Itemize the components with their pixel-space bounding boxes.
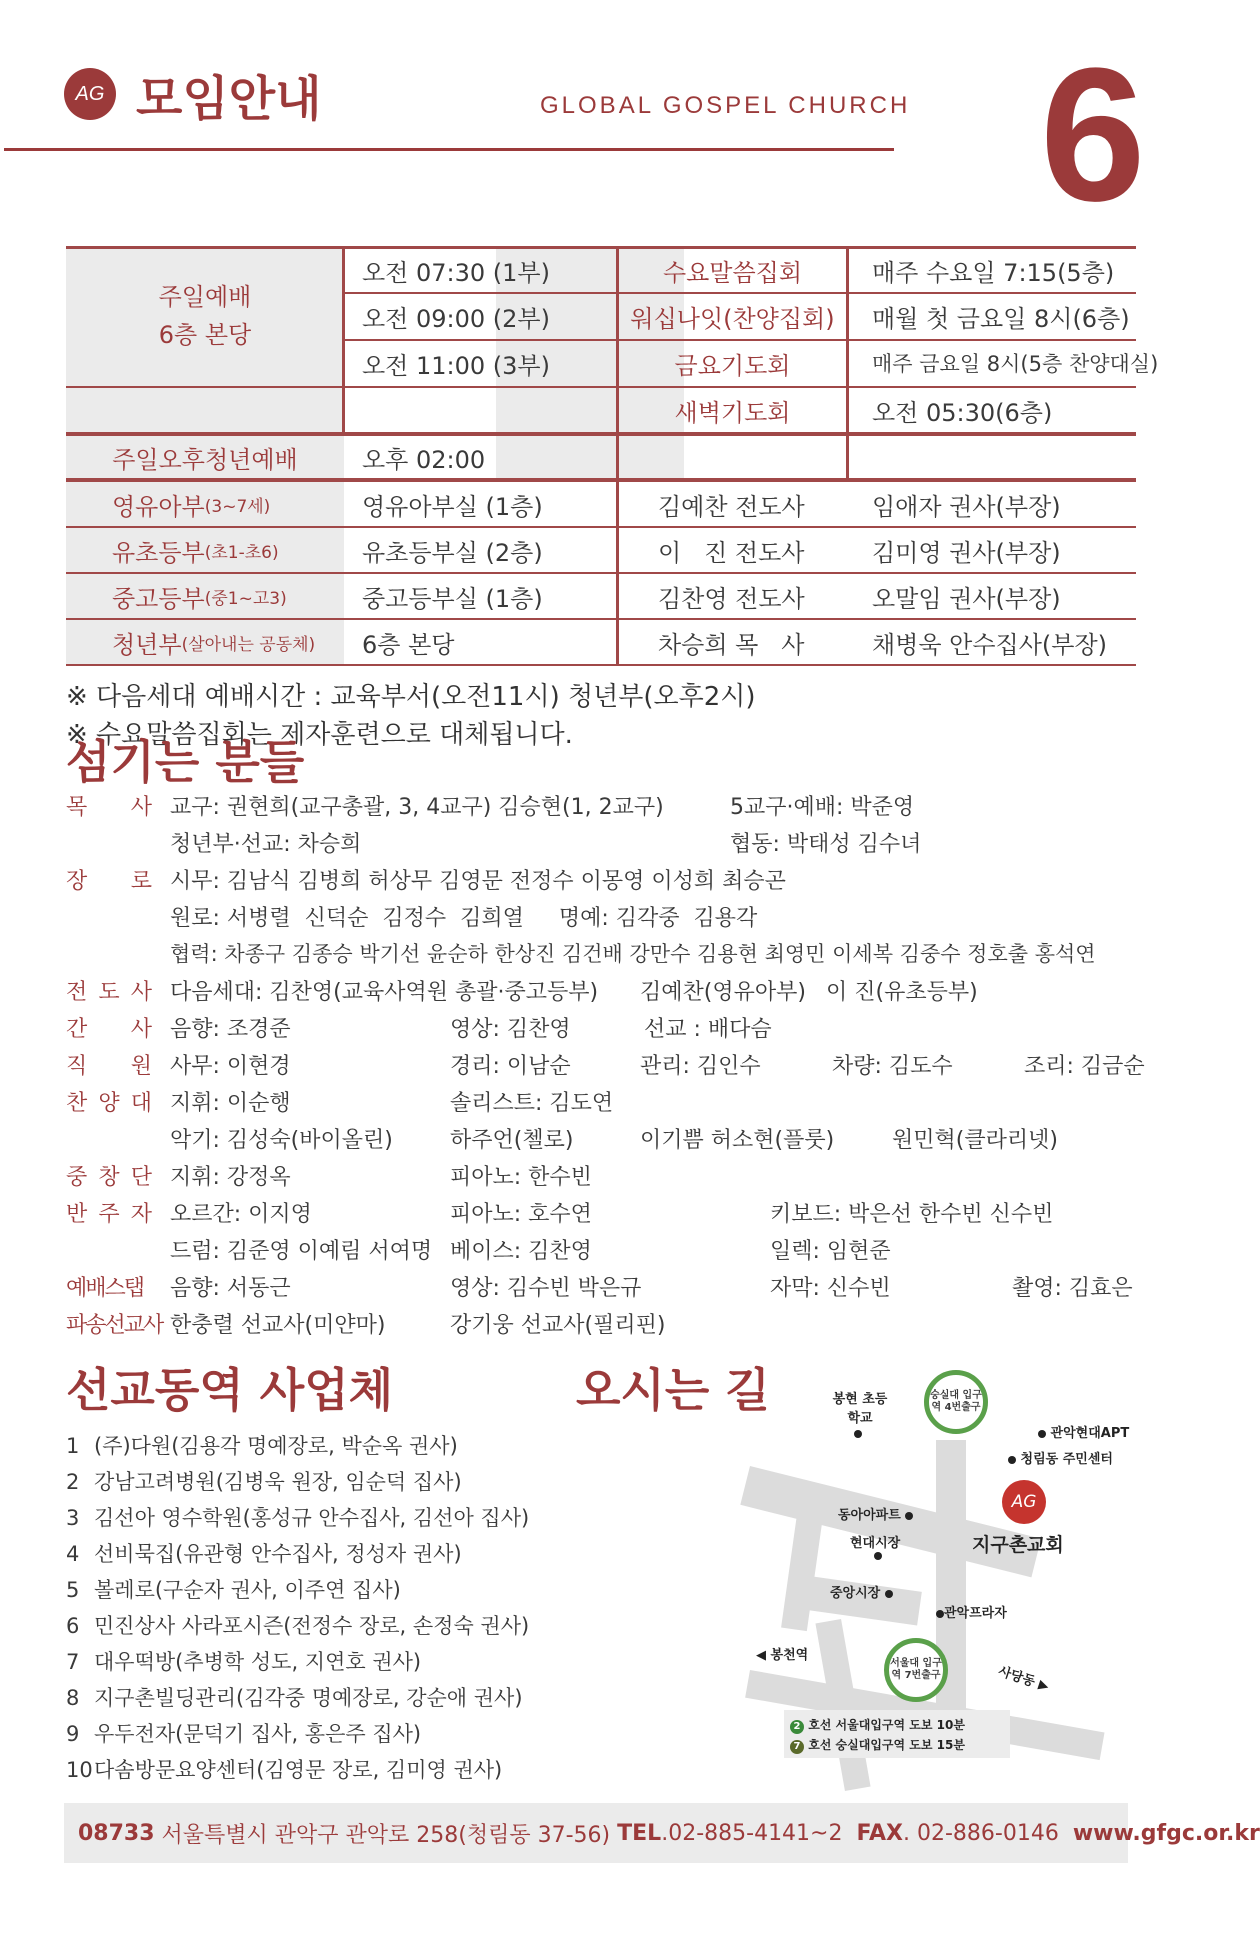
landmark-hyundai-market: 현대시장 xyxy=(850,1536,901,1551)
youth-worship-label: 주일오후청년예배 xyxy=(112,445,298,474)
friday-prayer-value: 매주 금요일 8시(5층 찬양대실) xyxy=(872,352,1159,376)
dot-icon xyxy=(1008,1456,1016,1464)
elder-cooperating: 협력: 차종구 김종승 박기선 윤순하 한상진 김건배 강만수 김용현 최영민 이세복 김중수 정호출 홍석연 xyxy=(170,942,1096,966)
landmark-center: 청림동 주민센터 xyxy=(1008,1448,1113,1467)
band-organ: 오르간: 이지영 xyxy=(170,1202,312,1227)
worship-caption: 자막: 신수빈 xyxy=(770,1276,891,1301)
schedule-table xyxy=(66,246,1159,624)
address: 서울특별시 관악구 관악로 258(청림동 37-56) xyxy=(161,1822,611,1848)
dept-head: 오말임 권사(부장) xyxy=(872,584,1061,613)
dept-elementary xyxy=(112,528,279,572)
dept-young-adult xyxy=(112,620,315,664)
choir-instrument: 악기: 김성숙(바이올린) xyxy=(170,1128,393,1153)
dept-name: 영유아부 xyxy=(112,492,205,521)
dept-leader: 이 진 전도사 xyxy=(658,538,805,567)
dept-leader: 김예찬 전도사 xyxy=(658,492,805,521)
staff-vehicle: 차량: 김도수 xyxy=(832,1054,953,1079)
landmark-plaza: 관악프라자 xyxy=(936,1602,1007,1621)
band-electric: 일렉: 임현준 xyxy=(770,1239,891,1264)
label-chorus: 중 창 단 xyxy=(66,1165,152,1190)
tel: 02-885-4141~2 xyxy=(668,1820,843,1846)
dept-age: (중1~고3) xyxy=(204,588,287,609)
elder-retired: 원로: 서병렬 신덕순 김정수 김희열 명예: 김각중 김용각 xyxy=(170,906,758,931)
label-choir: 찬 양 대 xyxy=(66,1091,152,1116)
label-evangelist: 전 도 사 xyxy=(66,980,152,1005)
choir-flute: 이기쁨 허소현(플룻) xyxy=(640,1128,835,1153)
note-next-generation-time: ※ 다음세대 예배시간 : 교육부서(오전11시) 청년부(오후2시) xyxy=(66,682,756,712)
sunday-worship-place: 6층 본당 xyxy=(158,320,252,349)
staff-cook: 조리: 김금순 xyxy=(1024,1054,1145,1079)
servants-title: 섬기는 분들 xyxy=(66,735,305,789)
band-bass: 베이스: 김찬영 xyxy=(450,1239,592,1264)
worship-night-label: 워십나잇(찬양집회) xyxy=(630,304,835,333)
issue-number: 6 xyxy=(1040,29,1146,241)
choir-cello: 하주언(첼로) xyxy=(450,1128,574,1153)
dept-leader: 김찬영 전도사 xyxy=(658,584,805,613)
directions-title: 오시는 길 xyxy=(576,1363,770,1417)
label-staff: 직 원 xyxy=(66,1054,152,1079)
dept-leader: 차승희 목 사 xyxy=(658,630,805,659)
business-item: 8 지구촌빌딩관리(김각중 명예장로, 강순애 권사) xyxy=(66,1686,523,1710)
dept-head: 임애자 권사(부장) xyxy=(872,492,1061,521)
pastor-parish: 교구: 권현희(교구총괄, 3, 4교구) 김승현(1, 2교구) xyxy=(170,795,664,820)
evangelist-next-gen: 다음세대: 김찬영(교육사역원 총괄·중고등부) xyxy=(170,980,599,1005)
landmark-school: 봉현 초등학교 xyxy=(832,1392,888,1426)
worship-video: 영상: 김수빈 박은규 xyxy=(450,1276,642,1301)
sunday-worship-label: 주일예배 xyxy=(158,282,252,311)
label-pastor: 목 사 xyxy=(66,795,152,820)
dept-infant xyxy=(112,482,270,526)
landmark-apt: 관악현대APT xyxy=(1038,1422,1129,1441)
station-seoul-univ: 서울대 입구역 7번출구 xyxy=(884,1638,948,1702)
fax-label: FAX xyxy=(856,1820,903,1846)
dept-name: 중고등부 xyxy=(112,584,205,613)
dept-place: 유초등부실 (2층) xyxy=(362,538,543,567)
business-item: 9 우두전자(문덕기 집사, 홍은주 집사) xyxy=(66,1722,422,1746)
sunday-time-1: 오전 07:30 (1부) xyxy=(362,258,550,287)
fax: 02-886-0146 xyxy=(916,1820,1059,1846)
secretary-sound: 음향: 조경준 xyxy=(170,1017,291,1042)
wednesday-label: 수요말씀집회 xyxy=(662,258,803,287)
worship-photo: 촬영: 김효은 xyxy=(1012,1276,1133,1301)
landmark-dong-apt: 동아아파트 xyxy=(838,1504,913,1523)
landmark-bongcheon: ◀ 봉천역 xyxy=(756,1648,809,1663)
elder-active: 시무: 김남식 김병희 허상무 김영문 전정수 이몽영 이성희 최승곤 xyxy=(170,869,786,894)
dot-icon xyxy=(1038,1430,1046,1438)
dot-icon xyxy=(905,1512,913,1520)
header-divider xyxy=(4,148,894,151)
line2-info: 호선 서울대입구역 도보 10분 xyxy=(808,1718,965,1732)
dept-place: 중고등부실 (1층) xyxy=(362,584,543,613)
worship-sound: 음향: 서동근 xyxy=(170,1276,291,1301)
business-item: 2 강남고려병원(김병욱 원장, 임순덕 집사) xyxy=(66,1470,462,1494)
business-item: 4 선비묵집(유관형 안수집사, 정성자 권사) xyxy=(66,1542,462,1566)
wednesday-value: 매주 수요일 7:15(5층) xyxy=(872,258,1115,287)
dept-age: (3~7세) xyxy=(204,496,271,517)
transit-info xyxy=(784,1710,1010,1758)
label-accompanist: 반 주 자 xyxy=(66,1202,152,1227)
note-wednesday: ※ 수요말씀집회는 제자훈련으로 대체됩니다. xyxy=(66,720,573,750)
band-drum: 드럼: 김준영 이예림 서여명 xyxy=(170,1239,433,1264)
line7-icon: 7 xyxy=(790,1740,804,1754)
footer: 08733 서울특별시 관악구 관악로 258(청림동 37-56) TEL . 02-885-4141~2 FAX . 02-886-0146 www.gfgc.or.kr xyxy=(64,1803,1128,1863)
secretary-mission: 선교 : 배다슴 xyxy=(644,1017,772,1042)
directions-map xyxy=(750,1370,1130,1790)
worship-night-value: 매월 첫 금요일 8시(6층) xyxy=(872,304,1130,333)
sunday-time-2: 오전 09:00 (2부) xyxy=(362,304,550,333)
dot-icon xyxy=(936,1610,944,1618)
staff-office: 사무: 이현경 xyxy=(170,1054,291,1079)
secretary-video: 영상: 김찬영 xyxy=(450,1017,571,1042)
youth-worship-time: 오후 02:00 xyxy=(362,445,486,474)
tel-label: TEL xyxy=(617,1820,662,1846)
landmark-central-market: 중앙시장 xyxy=(830,1582,893,1601)
sunday-time-3: 오전 11:00 (3부) xyxy=(362,351,550,380)
label-secretary: 간 사 xyxy=(66,1017,152,1042)
dept-age: (초1-초6) xyxy=(204,542,279,563)
dept-name: 유초등부 xyxy=(112,538,205,567)
missionary-myanmar: 한충렬 선교사(미얀마) xyxy=(170,1313,386,1338)
dept-youth-secondary xyxy=(112,574,287,618)
evangelist-infant: 김예찬(영유아부) xyxy=(640,980,806,1005)
website-link[interactable]: www.gfgc.or.kr xyxy=(1072,1820,1260,1846)
business-item: 10다솜방문요양센터(김영문 장로, 김미영 권사) xyxy=(66,1758,503,1782)
church-name: GLOBAL GOSPEL CHURCH xyxy=(540,92,911,119)
business-item: 7 대우떡방(추병학 성도, 지연호 권사) xyxy=(66,1650,422,1674)
label-missionary: 파송선교사 xyxy=(66,1313,163,1338)
church-map-logo: AG xyxy=(1002,1480,1046,1524)
pastor-youth: 청년부·선교: 차승희 xyxy=(170,832,362,857)
label-elder: 장 로 xyxy=(66,869,152,894)
chorus-conductor: 지휘: 강정옥 xyxy=(170,1165,291,1190)
station-soongsil: 숭실대 입구역 4번출구 xyxy=(924,1370,988,1434)
business-title: 선교동역 사업체 xyxy=(66,1363,394,1417)
choir-clarinet: 원민혁(클라리넷) xyxy=(892,1128,1058,1153)
band-keyboard: 키보드: 박은선 한수빈 신수빈 xyxy=(770,1202,1054,1227)
dot-icon xyxy=(854,1430,862,1438)
dawn-prayer-label: 새벽기도회 xyxy=(674,398,791,427)
staff-accounting: 경리: 이남순 xyxy=(450,1054,571,1079)
business-item: 1 (주)다원(김용각 명예장로, 박순옥 권사) xyxy=(66,1434,458,1458)
line2-icon: 2 xyxy=(790,1720,804,1734)
dept-name: 청년부 xyxy=(112,630,182,659)
dot-icon xyxy=(874,1552,882,1560)
band-piano: 피아노: 호수연 xyxy=(450,1202,592,1227)
page-title: 모임안내 xyxy=(136,71,322,127)
pastor-worship: 5교구·예배: 박준영 xyxy=(730,795,915,820)
dept-place: 6층 본당 xyxy=(362,630,455,659)
pastor-cooperating: 협동: 박태성 김수녀 xyxy=(730,832,922,857)
business-item: 6 민진상사 사라포시즌(전정수 장로, 손정숙 권사) xyxy=(66,1614,530,1638)
line7-info: 호선 숭실대입구역 도보 15분 xyxy=(808,1738,965,1752)
zip-code: 08733 xyxy=(78,1820,155,1846)
dept-head: 김미영 권사(부장) xyxy=(872,538,1061,567)
evangelist-elementary: 이 진(유초등부) xyxy=(826,980,978,1005)
dot-icon xyxy=(885,1590,893,1598)
landmark-sadang: 사당동 ▶ xyxy=(996,1664,1051,1695)
missionary-philippines: 강기웅 선교사(필리핀) xyxy=(450,1313,666,1338)
choir-soloist: 솔리스트: 김도연 xyxy=(450,1091,614,1116)
friday-prayer-label: 금요기도회 xyxy=(674,351,791,380)
choir-conductor: 지휘: 이순행 xyxy=(170,1091,291,1116)
dept-place: 영유아부실 (1층) xyxy=(362,492,543,521)
chorus-piano: 피아노: 한수빈 xyxy=(450,1165,592,1190)
dept-age: (살아내는 공동체) xyxy=(181,634,316,655)
business-item: 3 김선아 영수학원(홍성규 안수집사, 김선아 집사) xyxy=(66,1506,530,1530)
dawn-prayer-value: 오전 05:30(6층) xyxy=(872,398,1053,427)
business-item: 5 볼레로(구순자 권사, 이주연 집사) xyxy=(66,1578,401,1602)
church-logo: AG xyxy=(64,68,116,120)
staff-management: 관리: 김인수 xyxy=(640,1054,761,1079)
dept-head: 채병욱 안수집사(부장) xyxy=(872,630,1108,659)
landmark-church: 지구촌교회 xyxy=(972,1534,1064,1556)
label-worship-staff: 예배스탭 xyxy=(66,1276,144,1301)
